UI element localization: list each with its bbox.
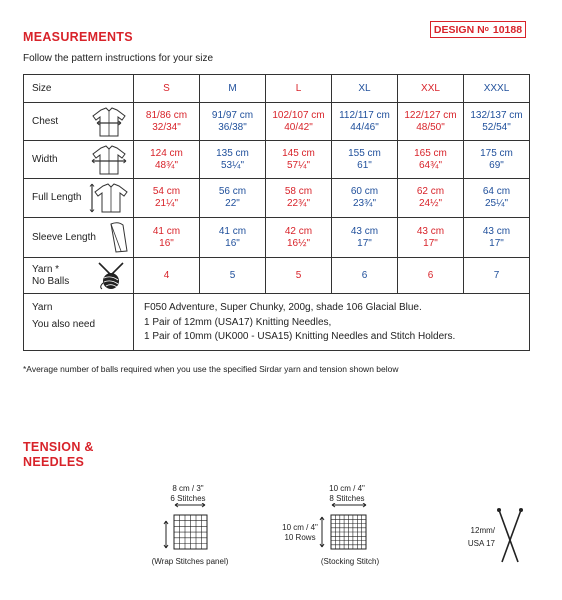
design-number: 10188: [492, 23, 523, 36]
width-icon: [89, 144, 129, 176]
balls-xxl: 6: [398, 258, 464, 294]
yarn-label-cell: [24, 258, 134, 294]
width-xl: 155 cm 61": [332, 141, 398, 179]
sleeve-label-cell: [24, 218, 134, 258]
width-s: 124 cm 48¾": [134, 141, 200, 179]
balls-xxxl: 7: [464, 258, 530, 294]
design-number-box: [430, 21, 526, 38]
info-needles-line-1: 1 Pair of 12mm (USA17) Knitting Needles,: [144, 317, 332, 328]
info-yarn-line: F050 Adventure, Super Chunky, 200g, shade 106 Glacial Blue.: [144, 302, 422, 313]
instruction-text: Follow the pattern instructions for your size: [23, 53, 214, 64]
size-xxxl: XXXL: [464, 75, 530, 103]
swatch2-width-label: 10 cm / 4" 8 Stitches: [329, 484, 365, 503]
length-label: Full Length: [32, 192, 82, 203]
chest-label: Chest: [32, 115, 59, 127]
yarn-balls-row: [24, 258, 530, 294]
balls-s: 4: [134, 258, 200, 294]
chest-m: 91/97 cm 36/38": [200, 103, 266, 141]
size-label: Size: [24, 75, 134, 103]
chest-xxxl: 132/137 cm 52/54": [464, 103, 530, 141]
sleeve-l: 42 cm 16½": [266, 218, 332, 258]
width-label: Width: [32, 153, 58, 165]
sleeve-xl: 43 cm 17": [332, 218, 398, 258]
yarn-info-label-cell: [24, 294, 134, 351]
width-m: 135 cm 53¼": [200, 141, 266, 179]
sleeve-s: 41 cm 16": [134, 218, 200, 258]
chest-l: 102/107 cm 40/42": [266, 103, 332, 141]
length-m: 56 cm 22": [200, 179, 266, 218]
size-s: S: [134, 75, 200, 103]
width-xxxl: 175 cm 69": [464, 141, 530, 179]
width-label-cell: [24, 141, 134, 179]
swatch2-caption: (Stocking Stitch): [320, 557, 380, 566]
design-sup: o: [484, 26, 489, 33]
needle-size-label: 12mm/ USA 17: [467, 526, 495, 548]
chest-label-cell: [24, 103, 134, 141]
width-xxl: 165 cm 64¾": [398, 141, 464, 179]
sleeve-length-row: [24, 218, 530, 258]
length-icon: [89, 181, 129, 215]
sleeve-label: Sleeve Length: [32, 231, 96, 243]
balls-l: 5: [266, 258, 332, 294]
swatch1-width-label: 8 cm / 3" 6 Stitches: [170, 484, 206, 503]
chest-row: [24, 103, 530, 141]
measurements-heading: MEASUREMENTS: [23, 30, 133, 44]
size-m: M: [200, 75, 266, 103]
size-row: [24, 75, 530, 103]
yarn-label: Yarn * No Balls: [32, 263, 70, 287]
info-yarn-label: Yarn: [32, 302, 53, 313]
sleeve-m: 41 cm 16": [200, 218, 266, 258]
chest-xxl: 122/127 cm 48/50": [398, 103, 464, 141]
swatch2-height-label: 10 cm / 4" 10 Rows: [282, 523, 318, 542]
sleeve-xxl: 43 cm 17": [398, 218, 464, 258]
width-l: 145 cm 57¼": [266, 141, 332, 179]
length-xxl: 62 cm 24½": [398, 179, 464, 218]
yarn-ball-icon: [93, 261, 129, 291]
measurements-table: [23, 74, 530, 351]
size-xxl: XXL: [398, 75, 464, 103]
sleeve-icon: [107, 221, 129, 255]
info-also-need-label: You also need: [32, 319, 96, 330]
swatch1-caption: (Wrap Stitches panel): [151, 557, 229, 566]
balls-m: 5: [200, 258, 266, 294]
swatch2-grid: [318, 503, 380, 555]
yarn-info-cell: [134, 294, 530, 351]
length-xxxl: 64 cm 25¼": [464, 179, 530, 218]
needles-icon: [495, 506, 525, 566]
footnote: *Average number of balls required when you use the specified Sirdar yarn and tension shown below: [23, 364, 399, 374]
chest-s: 81/86 cm 32/34": [134, 103, 200, 141]
full-length-row: [24, 179, 530, 218]
length-s: 54 cm 21¼": [134, 179, 200, 218]
info-needles-line-2: 1 Pair of 10mm (UK000 - USA15) Knitting Needles and Stitch Holders.: [144, 331, 456, 342]
length-l: 58 cm 22¾": [266, 179, 332, 218]
design-label: DESIGN N: [433, 23, 485, 36]
width-row: [24, 141, 530, 179]
chest-xl: 112/117 cm 44/46": [332, 103, 398, 141]
sleeve-xxxl: 43 cm 17": [464, 218, 530, 258]
size-xl: XL: [332, 75, 398, 103]
swatch1-grid: [160, 503, 220, 555]
length-label-cell: [24, 179, 134, 218]
chest-icon: [89, 106, 129, 138]
balls-xl: 6: [332, 258, 398, 294]
tension-heading: TENSION & NEEDLES: [23, 440, 94, 469]
yarn-info-row: [24, 294, 530, 351]
size-l: L: [266, 75, 332, 103]
length-xl: 60 cm 23¾": [332, 179, 398, 218]
